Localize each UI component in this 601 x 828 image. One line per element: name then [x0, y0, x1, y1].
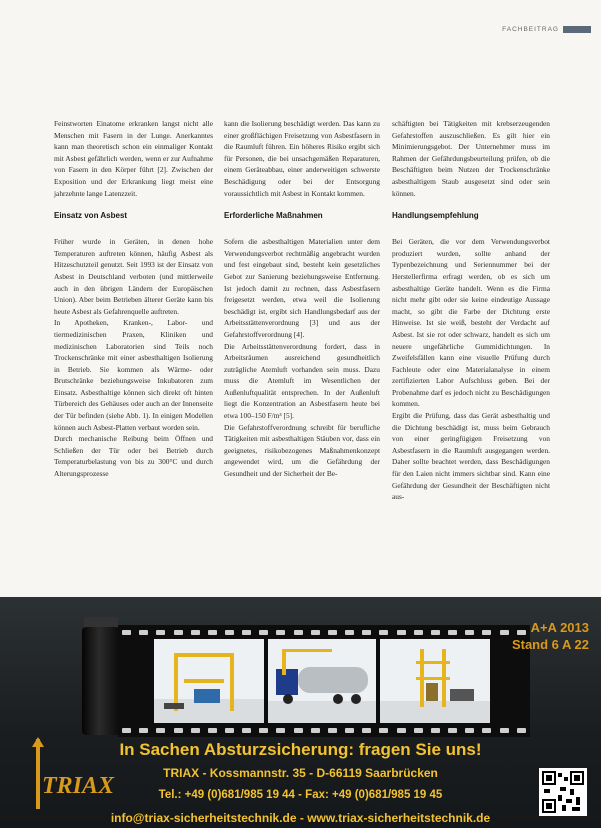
qr-code[interactable]	[539, 768, 587, 816]
trade-fair-name: A+A 2013	[530, 620, 589, 635]
section-heading: Handlungsempfehlung	[392, 211, 479, 221]
paragraph: Die Arbeitsstättenverordnung fordert, dass in Arbeitsräumen ausreichend gesundheitlich zuträgliche Atemluft vorhanden sein muss. Dazu muss die Atemluft im Wesentlichen der Außenluftqualität entsprechen. In der Außenluft liegt die Konzentration an Asbestfasern heute bei etwa 100–150 F/m³ [5].	[224, 341, 380, 421]
ad-phone-fax: Tel.: +49 (0)681/985 19 44 - Fax: +49 (0)681/985 19 45	[158, 789, 443, 801]
paragraph: Ergibt die Prüfung, dass das Gerät asbesthaltig und die Dichtung beschädigt ist, muss beim Gebrauch von einer geringfügigen Freisetzung von Asbestfasern in die Raumluft ausgegangen werden. Daher sollte beachtet werden, dass Beschädigungen für den Laien nicht immers sichtbar sind. Kann eine Gefährdung der Gesundheit der Beschäftigten nicht aus-	[392, 411, 550, 502]
ad-address: TRIAX - Kossmannstr. 35 - D-66119 Saarbrücken	[163, 766, 438, 780]
paragraph: schäftigten bei Tätigkeiten mit krebserzeugenden Gefahrstoffen auszuschließen. Es gilt hier ein Minimierungsgebot. Der Unternehmer muss im Rahmen der Gefährdungsbeurteilung prüfen, ob die Beschäftigten beim Nutzen der Trockenschränke asbesthaltigem Staub ausgesetzt sind oder sein können.	[392, 119, 550, 198]
section-heading: Erforderliche Maßnahmen	[224, 211, 323, 221]
ad-email-website[interactable]: info@triax-sicherheitstechnik.de - www.triax-sicherheitstechnik.de	[110, 811, 491, 825]
svg-text:TRIAX: TRIAX	[42, 773, 115, 799]
film-perforation-bottom	[118, 725, 530, 735]
paragraph: Durch mechanische Reibung beim Öffnen und Schließen der Tür oder bei Betrieb durch Temperaturbelastung von bis zu 300°C und durch Alterungsprozesse	[54, 434, 213, 479]
paragraph: Feinstworten Einatome erkranken langst nicht alle Menschen mit Fasern in der Lunge. Anerkanntes kann man theoretisch schon ein einmaliger Kontakt mit Asbest gefährlich werden, wenn er zur Aufnahme von Fasern in den Körper führt [2]. Zwischen der Exposition und der Erkrankung liegt meist eine jahrzehnte lange Latenzzeit.	[54, 119, 213, 198]
section-header	[502, 26, 591, 33]
paragraph: Die Gefahrstoffverordnung schreibt für berufliche Tätigkeiten mit asbesthaltigen Stäuben vor, dass ein geeignetes, risikobezogenes Maßnahmenkonzept angewendet wird, um die Gefährdung der Gesundheit und der Sicherheit der Be-	[224, 422, 380, 479]
trade-fair-stand: Stand 6 A 22	[511, 637, 589, 652]
paragraph: kann die Isolierung beschädigt werden. Das kann zu einer großflächigen Freisetzung von Asbestfasern in die Raumluft führen. Ein höheres Risiko ergibt sich für Personen, die bei unsachgemäßen Reparaturen, einem Geräteabbau, einer anderweitigen schwerste Beschädigung oder bei der Entsorgung voraussichtlich mit Asbest in Kontakt kommen.	[224, 119, 380, 198]
film-frame-platform-image	[380, 639, 490, 723]
section-accent-bar	[563, 26, 591, 33]
section-heading: Einsatz von Asbest	[54, 211, 128, 221]
paragraph: Bei Geräten, die vor dem Verwendungsverbot produziert wurden, sollte anhand der Typenbezeichnung und Seriennummer bei der Herstellerfirma erfragt werden, ob es sich um asbesthaltige Geräte handelt. Wenn es die Firma nicht mehr gibt oder sie keine eindeutige Aussage macht, so gibt die Farbe der Dichtung erste Hinweise. Ist sie weiß, besteht der Verdacht auf Asbest. Ist sie rot oder schwarz, handelt es sich um neuere ungefährliche Gummidichtungen. In Zweifelsfällen kann eine visuelle Prüfung durch Fachleute oder eine Materialanalyse in einem zertifizierten Labor Aufschluss geben. Bei der Probenahme darf es jedoch nicht zu Beschädigungen kommen.	[392, 237, 550, 409]
section-label: FACHBEITRAG	[502, 26, 559, 33]
film-frame-tanker-image	[268, 639, 376, 723]
film-canister	[82, 627, 120, 735]
triax-advertisement	[0, 597, 601, 828]
article-column-1	[54, 118, 213, 480]
triax-logo	[28, 737, 118, 817]
film-perforation-top	[118, 627, 530, 637]
film-strip	[118, 625, 530, 737]
ad-slogan: In Sachen Absturzsicherung: fragen Sie uns!	[119, 740, 482, 759]
paragraph: Früher wurde in Geräten, in denen hohe Temperaturen auftreten können, häufig Asbest als Hitzeschutzteil genutzt. Seit 1993 ist der Einsatz von Asbest in Deutschland verboten (und mittlerweile auch in den übrigen Ländern der Europäischen Union). Aber beim Betrieben älterer Geräte kann bis heute Asbest als Gefahrenquelle auftreten.	[54, 237, 213, 316]
trade-fair-info	[512, 619, 589, 653]
article-column-2	[224, 118, 380, 480]
article-column-3	[392, 118, 550, 503]
film-frame-scaffold-image	[154, 639, 264, 723]
paragraph: Sofern die asbesthaltigen Materialien unter dem Verwendungsverbot rechtmäßig angebracht wurden und fest eingebaut sind, besteht kein gesetzliches Gebot zur Sanierung beziehungsweise Entfernung. Ist jedoch damit zu rechnen, dass Asbestfasern freigesetzt werden, etwa weil die Isolierung beschädigt ist, ergibt sich Handlungsbedarf aus der Arbeitsstättenverordnung [3] und aus der Gefahrstoffverordnung [4].	[224, 237, 380, 339]
paragraph: In Apotheken, Kranken-, Labor- und tiermedizinischen Praxen, Kliniken und medizinischen Laboratorien sind Teils noch Trockenschränke mit einer asbesthaltigen Isolierung in Betrieb. Sie kommen als Wärme- oder Brutschränke beziehungsweise Inkubatoren zum Einsatz. Asbesthaltige können sich direkt oft hinten Türbereich des Gehäuses oder auch an der Innenseite der Tür befinden (siehe Abb. 1). In einigen Modellen können auch Asbest-Platten verbaut worden sein.	[54, 318, 213, 432]
